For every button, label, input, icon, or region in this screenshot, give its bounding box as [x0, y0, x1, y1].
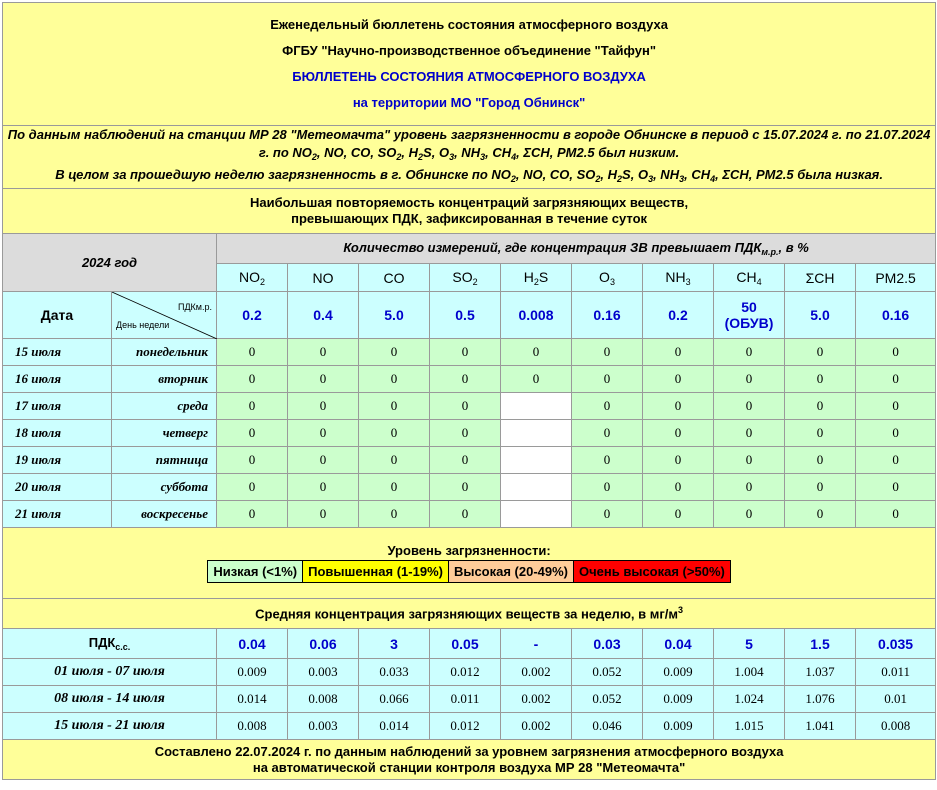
- day-value: 0: [714, 447, 785, 474]
- pdk-ss-value: -: [501, 629, 572, 659]
- pdk-mr-value: [359, 292, 430, 339]
- day-value: 0: [359, 447, 430, 474]
- day-value: 0: [856, 366, 936, 393]
- day-weekday: вторник: [112, 366, 217, 393]
- pdk-mr-row: [3, 292, 936, 339]
- pdk-ss-value: 3: [359, 629, 430, 659]
- summary-paragraph-2: В целом за прошедшую неделю загрязненность в г. Обнинске по $NO_2$, NO, CO, $SO_2$, $H_2S$, $O_3$, $NH_3$, $CH_4$, ΣCH, PM2.5 была низкая.: [55, 167, 883, 184]
- day-value: 0: [643, 420, 714, 447]
- repeat-section-title: Наибольшая повторяемость концентраций загрязняющих веществ, превышающих ПДК, зафиксированная в течение суток: [3, 189, 936, 234]
- day-weekday: суббота: [112, 474, 217, 501]
- day-value: 0: [217, 339, 288, 366]
- average-value: 0.008: [856, 713, 936, 740]
- day-value: 0: [714, 474, 785, 501]
- day-weekday: воскресенье: [112, 501, 217, 528]
- average-row: [3, 686, 936, 713]
- pdk-mr-number: 0.008: [518, 307, 554, 323]
- day-value: [501, 393, 572, 420]
- pollution-level-item: Низкая (<1%): [208, 561, 303, 583]
- average-value: 0.046: [572, 713, 643, 740]
- average-row: [3, 659, 936, 686]
- day-value: 0: [714, 339, 785, 366]
- pollutant-sub: 2: [533, 276, 539, 287]
- average-value: 1.076: [785, 686, 856, 713]
- day-value: 0: [643, 339, 714, 366]
- day-value: 0: [359, 420, 430, 447]
- day-value: 0: [430, 501, 501, 528]
- pollutant-name: [856, 264, 936, 292]
- day-weekday: среда: [112, 393, 217, 420]
- day-value: 0: [643, 501, 714, 528]
- day-value: 0: [288, 474, 359, 501]
- pdk-mr-value: [501, 292, 572, 339]
- day-weekday: пятница: [112, 447, 217, 474]
- date-header: Дата: [3, 292, 112, 339]
- day-value: [501, 474, 572, 501]
- day-value: 0: [856, 474, 936, 501]
- pollution-level-item: Повышенная (1-19%): [303, 561, 449, 583]
- day-value: 0: [359, 366, 430, 393]
- average-value: 1.024: [714, 686, 785, 713]
- pdk-mr-number: 50: [741, 299, 757, 315]
- day-value: 0: [643, 366, 714, 393]
- day-value: 0: [217, 501, 288, 528]
- pollutant-base: H: [523, 268, 534, 285]
- pollutant-base: NO: [312, 269, 334, 286]
- footer-line-1: Составлено 22.07.2024 г. по данным наблюдений за уровнем загрязнения атмосферного воздуха: [154, 743, 784, 759]
- pdk-mr-value: [217, 292, 288, 339]
- day-value: 0: [359, 501, 430, 528]
- average-value: 0.014: [359, 713, 430, 740]
- average-period: 08 июля - 14 июля: [3, 686, 217, 713]
- pdk-mr-value: [288, 292, 359, 339]
- average-value: 0.002: [501, 686, 572, 713]
- average-value: 0.012: [430, 713, 501, 740]
- day-value: 0: [572, 501, 643, 528]
- pollutant-name: [430, 264, 501, 292]
- day-date: 15 июля: [3, 339, 112, 366]
- footer-line-2: на автоматической станции контроля воздуха МР 28 "Метеомачта": [252, 759, 686, 775]
- pdk-ss-value: 0.03: [572, 629, 643, 659]
- header-line-2: ФГБУ "Научно-производственное объединение "Тайфун": [282, 43, 656, 58]
- day-value: [501, 447, 572, 474]
- pollutant-name: [359, 264, 430, 292]
- pollutant-sub: 4: [756, 276, 762, 287]
- day-date: 21 июля: [3, 501, 112, 528]
- diagonal-divider: [112, 292, 217, 339]
- average-value: 0.009: [643, 686, 714, 713]
- average-value: 0.009: [217, 659, 288, 686]
- pollutant-name: [643, 264, 714, 292]
- pdk-mr-number: 5.0: [810, 307, 830, 323]
- day-value: 0: [217, 447, 288, 474]
- pdk-ss-value: 0.04: [217, 629, 288, 659]
- day-value: 0: [288, 393, 359, 420]
- average-value: 0.014: [217, 686, 288, 713]
- average-value: 0.033: [359, 659, 430, 686]
- pollution-level-legend: [207, 560, 731, 583]
- pdk-mr-value: [714, 292, 785, 339]
- day-row: [3, 474, 936, 501]
- pollutant-sub: 3: [609, 276, 615, 287]
- pollutant-name: [288, 264, 359, 292]
- pdk-ss-label: $ПДК_{с.с.}$: [3, 629, 217, 659]
- day-value: 0: [856, 393, 936, 420]
- pdk-ss-value: 0.05: [430, 629, 501, 659]
- day-value: 0: [217, 393, 288, 420]
- pollutant-base: ΣCH: [805, 269, 835, 286]
- pdk-ss-value: 0.06: [288, 629, 359, 659]
- average-value: 0.008: [288, 686, 359, 713]
- day-value: 0: [572, 393, 643, 420]
- day-row: [3, 420, 936, 447]
- header-line-3: БЮЛЛЕТЕНЬ СОСТОЯНИЯ АТМОСФЕРНОГО ВОЗДУХА: [292, 69, 646, 84]
- pdk-ss-value: 0.035: [856, 629, 936, 659]
- day-value: 0: [572, 474, 643, 501]
- average-value: 0.009: [643, 713, 714, 740]
- pdk-mr-value: [785, 292, 856, 339]
- day-date: 16 июля: [3, 366, 112, 393]
- average-value: 0.012: [430, 659, 501, 686]
- pdk-ss-value: 5: [714, 629, 785, 659]
- day-value: [501, 420, 572, 447]
- pollutant-sub: 2: [472, 276, 478, 287]
- day-value: 0: [430, 420, 501, 447]
- footer: [3, 740, 936, 780]
- day-value: 0: [430, 366, 501, 393]
- measure-title: Количество измерений, где концентрация ЗВ превышает $ПДК_{м.р.}$, в %: [217, 234, 936, 264]
- average-value: 0.003: [288, 659, 359, 686]
- day-value: 0: [643, 447, 714, 474]
- day-value: 0: [501, 366, 572, 393]
- summary-paragraph-1: По данным наблюдений на станции МР 28 "Метеомачта" уровень загрязненности в городе Обнинске в период с 15.07.2024 г. по 21.07.2024 г. по $NO_2$, NO, CO, $SO_2$, $H_2S$, $O_3$, $NH_3$, $CH_4$, ΣCH, PM2.5 был низким.: [7, 127, 931, 162]
- pollutant-name: [501, 264, 572, 292]
- average-period: 15 июля - 21 июля: [3, 713, 217, 740]
- pdk-ss-value: 1.5: [785, 629, 856, 659]
- day-value: 0: [785, 474, 856, 501]
- day-date: 20 июля: [3, 474, 112, 501]
- pdk-mr-number: 0.4: [313, 307, 333, 323]
- pollutant-name: [572, 264, 643, 292]
- pollutant-base: PM2.5: [875, 269, 916, 286]
- average-value: 0.066: [359, 686, 430, 713]
- day-value: 0: [288, 339, 359, 366]
- day-value: 0: [217, 366, 288, 393]
- header-line-1: Еженедельный бюллетень состояния атмосферного воздуха: [270, 17, 668, 32]
- day-value: [501, 501, 572, 528]
- day-value: 0: [217, 474, 288, 501]
- day-value: 0: [856, 501, 936, 528]
- day-value: 0: [359, 474, 430, 501]
- pdk-mr-number: 0.16: [881, 307, 910, 323]
- average-value: 0.011: [856, 659, 936, 686]
- day-value: 0: [430, 339, 501, 366]
- weekday-label: День недели: [116, 320, 170, 330]
- average-value: 0.052: [572, 659, 643, 686]
- bulletin-header: [3, 3, 936, 126]
- pdk-mr-value: [572, 292, 643, 339]
- average-value: 1.015: [714, 713, 785, 740]
- day-value: 0: [785, 339, 856, 366]
- header-line-4: на территории МО "Город Обнинск": [352, 95, 586, 110]
- day-value: 0: [288, 366, 359, 393]
- pdk-mr-label: ПДКм.р.: [177, 302, 212, 312]
- bulletin-table: [2, 2, 936, 780]
- pdk-ss-row: [3, 629, 936, 659]
- pollutant-base: SO: [452, 268, 473, 285]
- pollution-level-item: Высокая (20-49%): [448, 561, 573, 583]
- pollution-level-title: Уровень загрязненности:: [387, 543, 551, 558]
- day-weekday: понедельник: [112, 339, 217, 366]
- average-value: 0.052: [572, 686, 643, 713]
- year-cell: 2024 год: [3, 234, 217, 292]
- average-period: 01 июля - 07 июля: [3, 659, 217, 686]
- day-value: 0: [643, 393, 714, 420]
- day-value: 0: [430, 447, 501, 474]
- average-value: 0.009: [643, 659, 714, 686]
- pollutant-base: NH: [665, 268, 686, 285]
- pollutant-name: [217, 264, 288, 292]
- pdk-mr-value: [643, 292, 714, 339]
- average-title: Средняя концентрация загрязняющих веществ за неделю, в $мг/м^3$: [3, 599, 936, 629]
- pollutant-base: NO: [238, 268, 260, 285]
- day-value: 0: [785, 393, 856, 420]
- day-value: 0: [714, 393, 785, 420]
- pdk-mr-number: 0.2: [242, 307, 262, 323]
- average-value: 1.041: [785, 713, 856, 740]
- pdk-ss-value: 0.04: [643, 629, 714, 659]
- day-value: 0: [217, 420, 288, 447]
- day-row: [3, 393, 936, 420]
- day-date: 19 июля: [3, 447, 112, 474]
- day-value: 0: [572, 366, 643, 393]
- pollutant-name: [785, 264, 856, 292]
- day-value: 0: [856, 339, 936, 366]
- pdk-mr-value: [856, 292, 936, 339]
- pollutant-base: O: [599, 268, 610, 285]
- average-value: 0.003: [288, 713, 359, 740]
- day-value: 0: [785, 447, 856, 474]
- pollution-level-item: Очень высокая (>50%): [574, 561, 731, 583]
- day-value: 0: [785, 501, 856, 528]
- pdk-mr-number: 0.2: [668, 307, 688, 323]
- day-value: 0: [288, 447, 359, 474]
- average-value: 0.002: [501, 659, 572, 686]
- pollutant-base: CO: [383, 269, 405, 286]
- day-date: 18 июля: [3, 420, 112, 447]
- average-value: 1.037: [785, 659, 856, 686]
- pollution-level-section: [3, 528, 936, 599]
- day-date: 17 июля: [3, 393, 112, 420]
- day-value: 0: [359, 339, 430, 366]
- day-row: [3, 447, 936, 474]
- pollutant-base: CH: [736, 268, 757, 285]
- day-value: 0: [359, 393, 430, 420]
- pollutant-name: [714, 264, 785, 292]
- average-value: 1.004: [714, 659, 785, 686]
- average-value: 0.008: [217, 713, 288, 740]
- pollutant-sub: 3: [685, 276, 691, 287]
- day-value: 0: [856, 420, 936, 447]
- day-row: [3, 339, 936, 366]
- day-value: 0: [785, 366, 856, 393]
- day-value: 0: [501, 339, 572, 366]
- pdk-mr-value: [430, 292, 501, 339]
- day-value: 0: [785, 420, 856, 447]
- pdk-mr-number: 0.16: [593, 307, 621, 323]
- day-value: 0: [714, 420, 785, 447]
- day-value: 0: [714, 501, 785, 528]
- day-value: 0: [430, 393, 501, 420]
- day-value: 0: [288, 420, 359, 447]
- day-value: 0: [856, 447, 936, 474]
- pdk-mr-note: (ОБУВ): [724, 315, 774, 331]
- pdk-mr-number: 0.5: [455, 307, 475, 323]
- day-value: 0: [572, 420, 643, 447]
- average-value: 0.01: [856, 686, 936, 713]
- day-value: 0: [288, 501, 359, 528]
- day-value: 0: [643, 474, 714, 501]
- day-value: 0: [572, 447, 643, 474]
- pollutant-tail: S: [538, 268, 549, 285]
- day-row: [3, 366, 936, 393]
- day-value: 0: [430, 474, 501, 501]
- day-row: [3, 501, 936, 528]
- average-value: 0.011: [430, 686, 501, 713]
- day-value: 0: [572, 339, 643, 366]
- day-weekday: четверг: [112, 420, 217, 447]
- pdk-weekday-header: [112, 292, 217, 339]
- summary-text: [3, 126, 936, 189]
- pollutant-sub: 2: [259, 276, 265, 287]
- day-value: 0: [714, 366, 785, 393]
- average-value: 0.002: [501, 713, 572, 740]
- diagonal-line: [112, 292, 217, 339]
- pdk-mr-number: 5.0: [384, 307, 404, 323]
- average-row: [3, 713, 936, 740]
